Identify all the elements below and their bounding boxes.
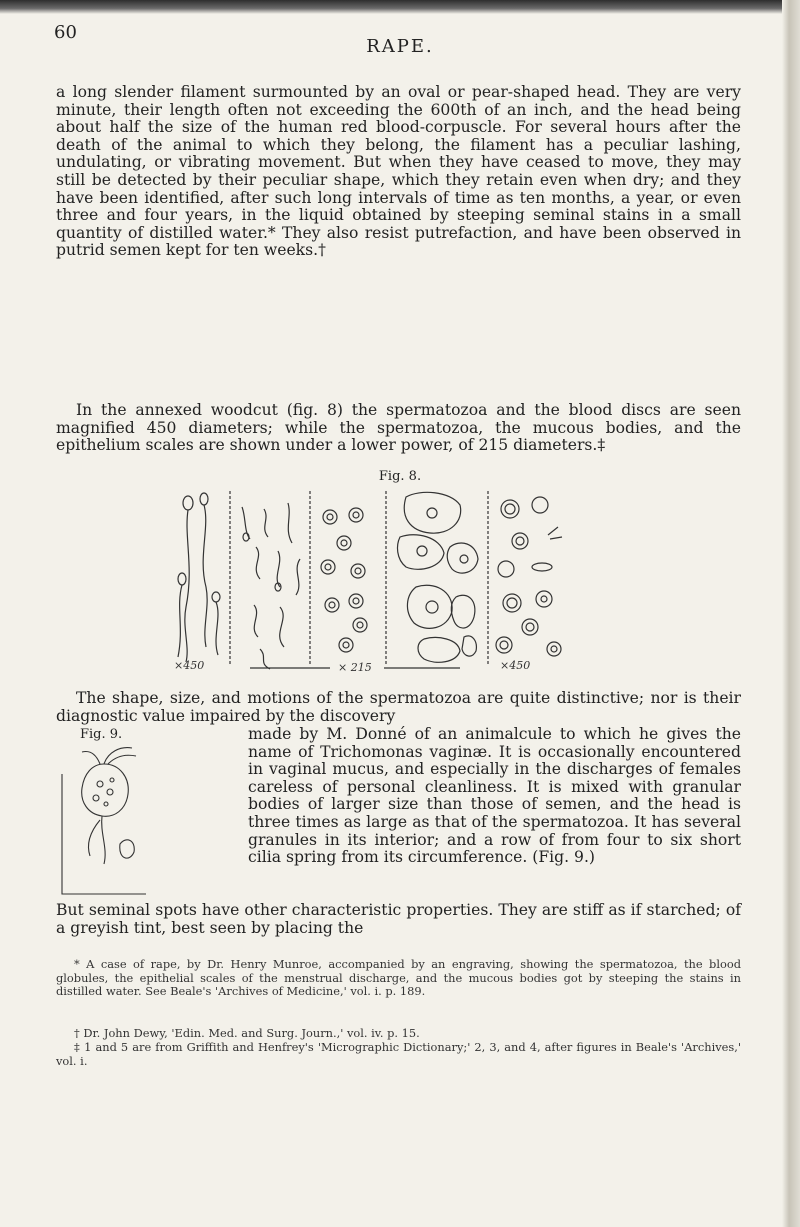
panel-2-spermatozoa-low (242, 503, 300, 669)
panel-5-mucous-bodies (496, 497, 562, 656)
figure-9-trichomonas (60, 744, 148, 896)
figure-8-woodcut (160, 487, 662, 673)
figure-9-caption: Fig. 9. (80, 727, 123, 742)
figure-8-label-right: ×450 (500, 659, 531, 672)
footnote-3: ‡ 1 and 5 are from Griffith and Henfrey's 'Micrographic Dictionary;' 2, 3, and 4, after figures in Beale's 'Archives,' vol. i. (56, 1040, 741, 1068)
page-top-shadow (0, 0, 800, 14)
footnote-1: * A case of rape, by Dr. Henry Munroe, accompanied by an engraving, showing the spermatozoa, the blood globules, the epithelial scales of the menstrual discharge, and the mucous bodies got by steeping the stains in distilled water. See Beale's 'Archives of Medicine,' vol. i. p. 189. (56, 957, 741, 999)
paragraph-shape-size-motions: The shape, size, and motions of the spermatozoa are quite distinctive; nor is their diagnostic value impaired by the discovery (56, 689, 741, 725)
running-head: RAPE. (366, 36, 434, 57)
footnote-2: † Dr. John Dewy, 'Edin. Med. and Surg. Journ.,' vol. iv. p. 15. (74, 1026, 420, 1040)
paragraph-seminal-spots: But seminal spots have other characteristic properties. They are stiff as if starched; of a greyish tint, best seen by placing the (56, 901, 741, 937)
figure-8-label-middle: × 215 (338, 661, 372, 673)
page-right-edge (782, 0, 800, 1227)
page-number: 60 (54, 22, 77, 43)
figure-8-label-left: ×450 (174, 659, 205, 672)
figure-8-caption: Fig. 8. (378, 469, 422, 484)
panel-4-epithelium-scales (398, 492, 478, 662)
paragraph-spermatozoa-description: a long slender filament surmounted by an oval or pear-shaped head. They are very minute, their length often not exceeding the 600th of an inch, and the head being about half the size of the human red blood-corpuscle. For several hours after the death of the animal to which they belong, the filament has a peculiar lashing, undulating, or vibrating movement. But when they have ceased to move, they may still be detected by their peculiar shape, which they retain even when dry; and they have been identified, after such long intervals of time as ten months, a year, or even three and four years, in the liquid obtained by steeping seminal stains in a small quantity of distilled water.* They also resist putrefaction, and have been observed in putrid semen kept for ten weeks.† (56, 83, 741, 260)
panel-3-blood-discs (321, 508, 367, 652)
paragraph-woodcut-reference: In the annexed woodcut (fig. 8) the spermatozoa and the blood discs are seen magnified 450 diameters; while the spermatozoa, the mucous bodies, and the epithelium scales are shown under a lower power, of 215 diameters.‡ (56, 401, 741, 455)
panel-1-spermatozoa-high (178, 493, 220, 662)
paragraph-trichomonas: made by M. Donné of an animalcule to which he gives the name of Trichomonas vaginæ. It is occasionally encountered in vaginal mucus, and especially in the discharges of females careless of personal cleanliness. It is mixed with granular bodies of larger size than those of semen, and the head is three times as large as that of the spermatozoa. It has several granules in its interior; and a row of from four to six short cilia spring from its circumference. (Fig. 9.) (248, 725, 741, 867)
